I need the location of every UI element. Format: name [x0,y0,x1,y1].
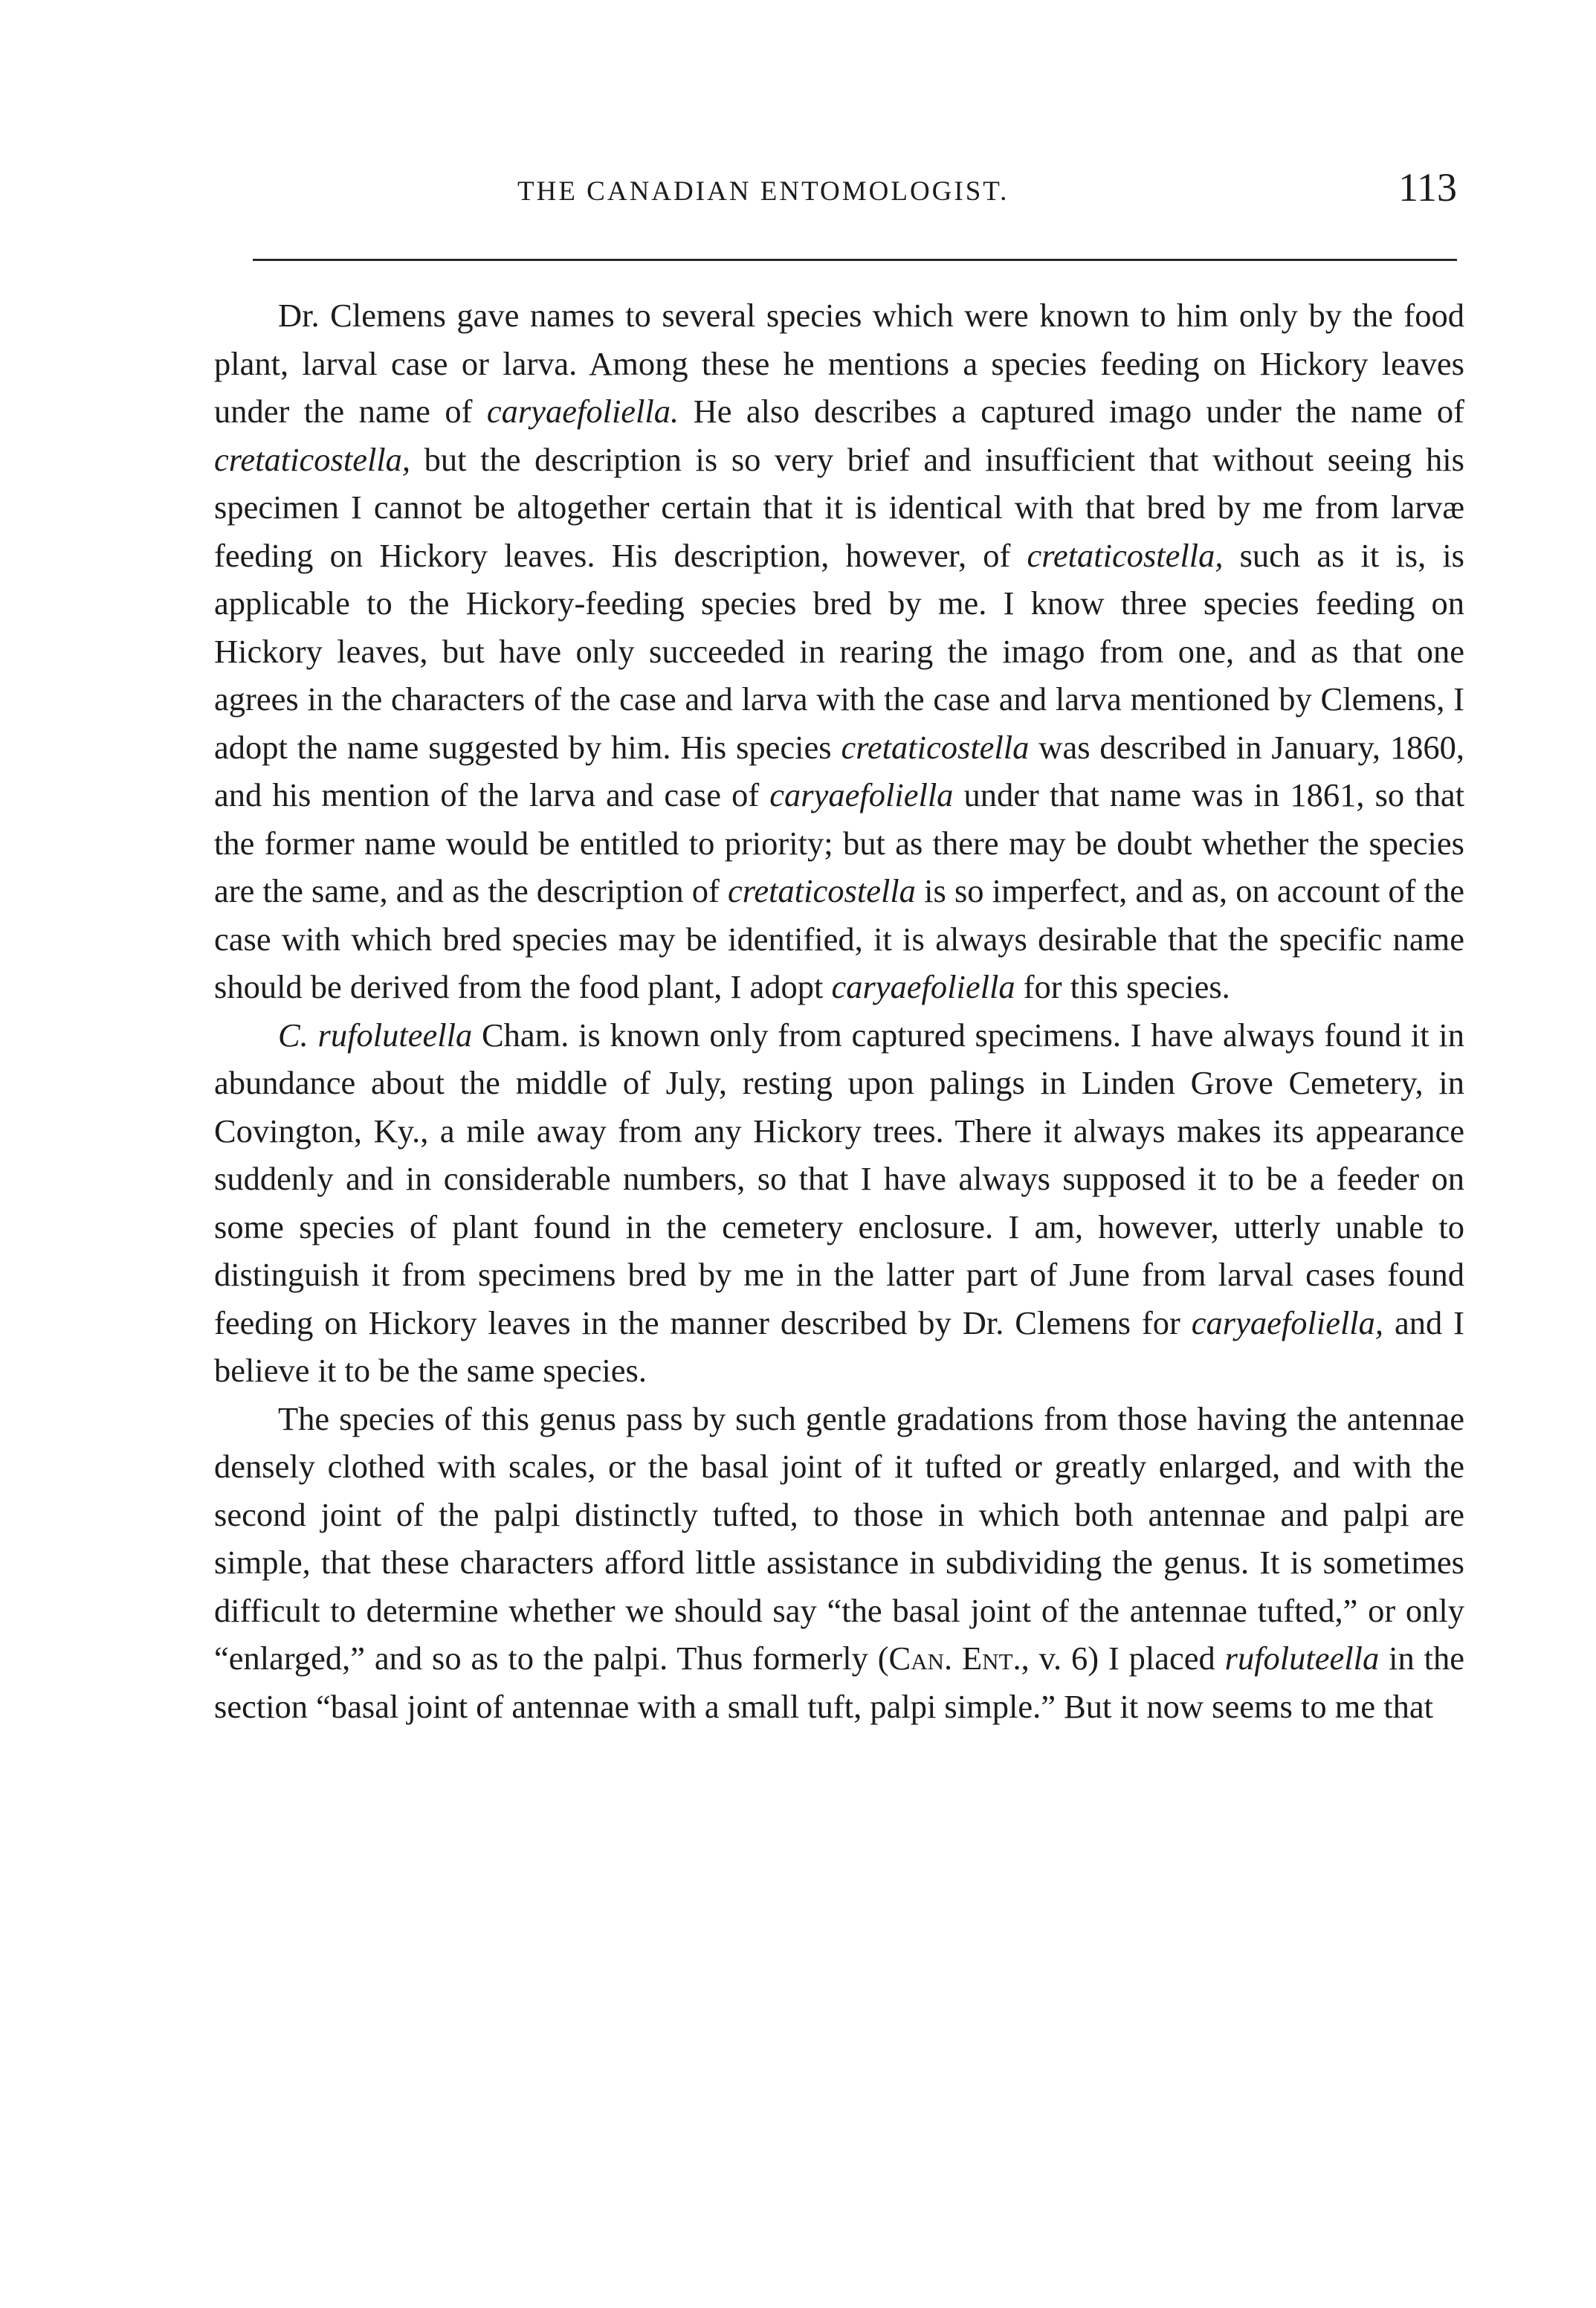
text-run: in the section “basal joint of antennae with a small tuft, palpi simple.” But it now seems to me that [214,1640,1464,1725]
italic-term: caryaefoliella [831,968,1015,1005]
italic-term: caryaefoliella [769,776,954,813]
paragraph [214,1395,1464,1731]
italic-term: C. rufoluteella [278,1016,473,1054]
italic-term: caryaefoliella, [1191,1303,1384,1341]
italic-term: caryaefoliella. [486,393,679,430]
text-run: for this species. [1015,968,1230,1005]
text-run: Dr. Clemens gave names to several species which were known to him only by the food plant, larval case or larva. Among these he mentions a species feeding on Hickory leaves under the name of [214,297,1464,430]
running-title: THE CANADIAN ENTOMOLOGIST. [517,176,1009,207]
text-run: The species of this genus pass by such gentle gradations from those having the antennae densely clothed with scales, or the basal joint of it tufted or greatly enlarged, and with the second joint of the palpi distinctly tufted, to those in which both antennae and palpi are simple, that these characters afford little assistance in subdividing the genus. It is sometimes difficult to determine whether we should say “the basal joint of the antennae tufted,” or only “enlarged,” and so as to the palpi. Thus formerly ( [214,1399,1464,1677]
text-run: was described in January, 1860, and his mention of the larva and case of [214,728,1464,813]
text-run: Cham. is known only from captured specimens. I have always found it in abundance about the middle of July, resting upon palings in Linden Grove Cemetery, in Covington, Ky., a mile away from any Hickory trees. There it always makes its appearance suddenly and in considerable numbers, so that I have always supposed it to be a feeder on some species of plant found in the cemetery enclosure. I am, however, utterly unable to distinguish it from specimens bred by me in the latter part of June from larval cases found feeding on Hickory leaves in the manner described by Dr. Clemens for [214,1016,1464,1341]
text-run: He also describes a captured imago under the name of [679,393,1464,430]
paragraph [214,1011,1464,1395]
text-run: but the description is so very brief and insufficient that without seeing his specimen I cannot be altogether certain that it is identical with that bred by me from larvæ feeding on Hickory leaves. His description, however, of [214,440,1464,574]
text-run: , v. 6) I placed [1021,1640,1225,1677]
small-caps-citation: Can. Ent. [888,1640,1021,1677]
italic-term: cretaticostella [728,872,916,909]
text-run: under that name was in 1861, so that the former name would be entitled to priority; but as there may be doubt whether the species are the same, and as the description of [214,776,1464,909]
text-run: such as it is, is applicable to the Hickory-feeding species bred by me. I know three species feeding on Hickory leaves, but have only succeeded in rearing the imago from one, and as that one agrees in the characters of the case and larva with the case and larva mentioned by Clemens, I adopt the name suggested by him. His species [214,536,1465,766]
page-number: 113 [1398,165,1457,210]
italic-term: cretaticostella, [1027,536,1224,574]
body-text [214,291,1464,1730]
header-rule [253,259,1457,261]
text-run: and I believe it to be the same species. [214,1303,1464,1389]
italic-term: cretaticostella, [214,440,411,478]
paragraph [214,291,1464,1011]
page-header [220,165,1457,214]
text-run: is so imperfect, and as, on account of the case with which bred species may be identified, it is always desirable that the specific name should be derived from the food plant, I adopt [214,872,1464,1005]
italic-term: cretaticostella [841,728,1030,766]
italic-term: rufoluteella [1224,1640,1380,1677]
